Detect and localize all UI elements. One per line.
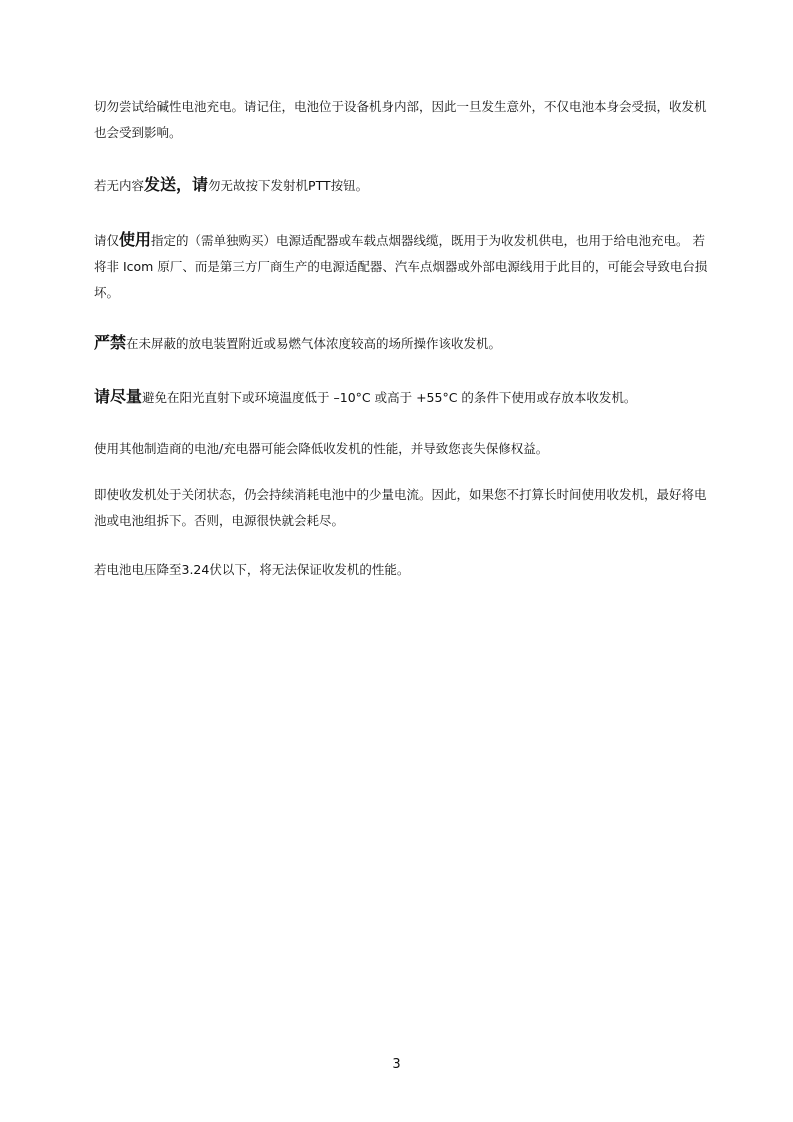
paragraph-text: 即使收发机处于关闭状态，仍会持续消耗电池中的少量电流。因此，如果您不打算长时间使用收发机，最好将电池或电池组拆下。否则，电源很快就会耗尽。 <box>94 487 707 528</box>
paragraph-low-voltage <box>94 557 714 583</box>
paragraph-standby-drain <box>94 482 714 534</box>
emphasis-text: 发送，请 <box>144 175 209 194</box>
emphasis-text: 严禁 <box>94 333 127 352</box>
paragraph-text: 若无内容 <box>94 178 145 193</box>
paragraph-other-battery-warning <box>94 436 714 462</box>
paragraph-text: 避免在阳光直射下或环境温度低于 –10°C 或高于 +55°C 的条件下使用或存放本收发机。 <box>142 390 637 405</box>
paragraph-text: 若电池电压降至3.24伏以下，将无法保证收发机的性能。 <box>94 562 410 577</box>
paragraph-adapter-warning <box>94 227 714 306</box>
emphasis-text: 请尽量 <box>94 387 143 406</box>
emphasis-text: 使用 <box>119 230 152 249</box>
page-number: 3 <box>392 1057 401 1072</box>
paragraph-ptt-warning <box>94 172 714 199</box>
paragraph-text: 在未屏蔽的放电装置附近或易燃气体浓度较高的场所操作该收发机。 <box>126 336 502 351</box>
paragraph-text: 使用其他制造商的电池/充电器可能会降低收发机的性能，并导致您丧失保修权益。 <box>94 441 549 456</box>
paragraph-text: 指定的（需单独购买）电源适配器或车载点烟器线缆，既用于为收发机供电，也用于给电池充电。 若将非 Icom 原厂、而是第三方厂商生产的电源适配器、汽车点烟器或外部电源线用于此目的，可能会导致电台损坏。 <box>94 233 708 300</box>
paragraph-flammable-warning <box>94 330 714 357</box>
paragraph-text: 勿无故按下发射机PTT按钮。 <box>208 178 369 193</box>
paragraph-alkaline-warning <box>94 94 714 146</box>
paragraph-temperature-warning <box>94 384 714 411</box>
paragraph-text: 请仅 <box>94 233 120 248</box>
paragraph-text: 切勿尝试给碱性电池充电。请记住，电池位于设备机身内部，因此一旦发生意外，不仅电池本身会受损，收发机也会受到影响。 <box>94 99 707 140</box>
